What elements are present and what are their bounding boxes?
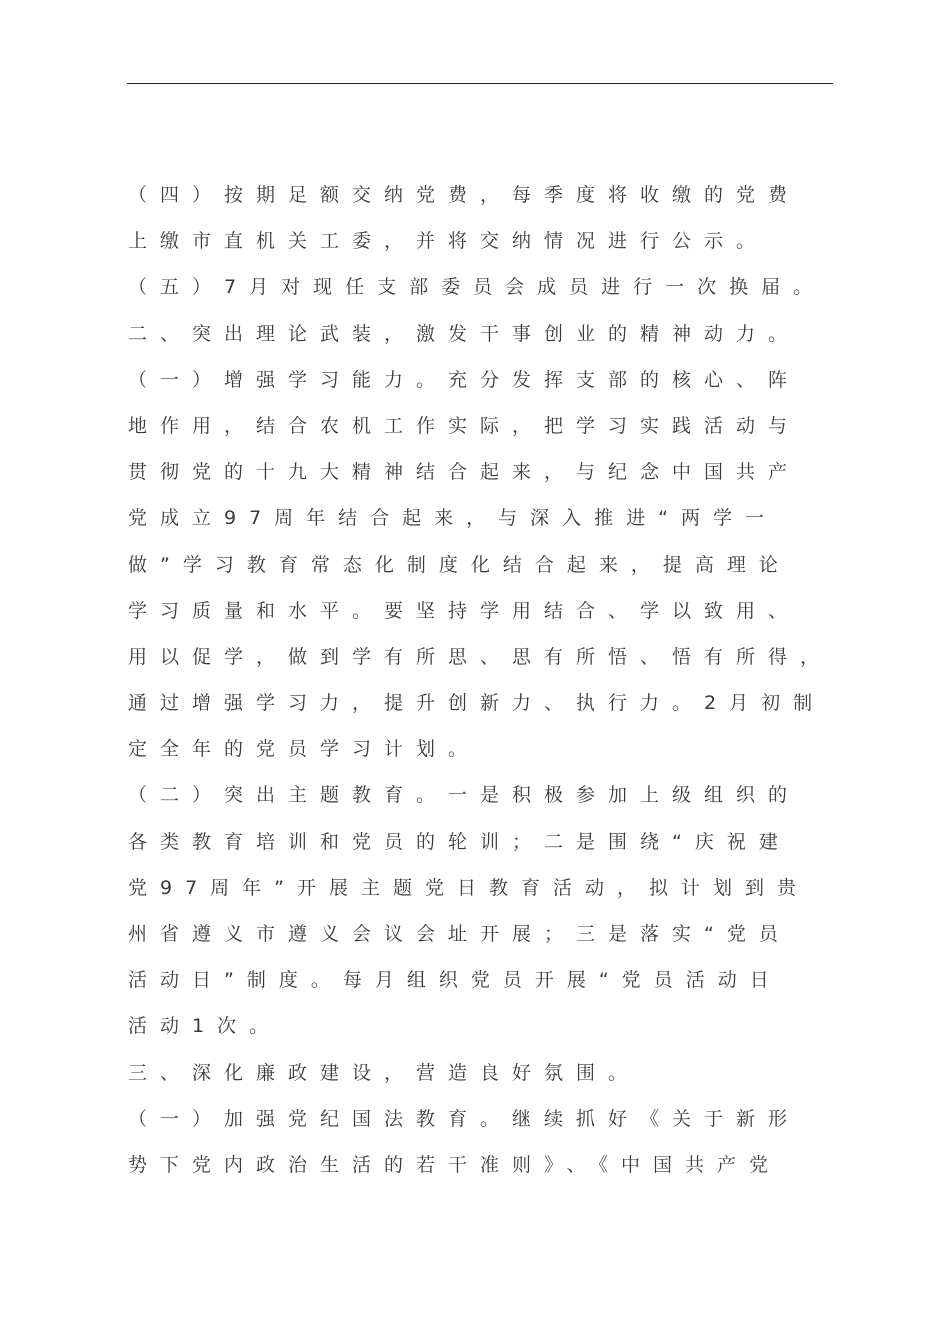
text-line: 党成立97周年结合起来，与深入推进“两学一 — [128, 507, 778, 530]
text-line: （五）7月对现任支部委员会成员进行一次换届。 — [128, 276, 826, 299]
text-line: （四）按期足额交纳党费，每季度将收缴的党费 — [128, 184, 801, 206]
text-line: 上缴市直机关工委，并将交纳情况进行公示。 — [128, 230, 769, 253]
text-line: 学习质量和水平。要坚持学用结合、学以致用、 — [128, 599, 801, 622]
text-line: 活动1次。 — [128, 1015, 282, 1038]
text-line: 州省遵义市遵义会议会址开展；三是落实“党员 — [128, 923, 791, 945]
document-body — [128, 172, 848, 1188]
text-line: 地作用，结合农机工作实际，把学习实践活动与 — [128, 414, 801, 437]
text-line: 势下党内政治生活的若干准则》、《中国共产党 — [128, 1153, 782, 1176]
text-line: 各类教育培训和党员的轮训；二是围绕“庆祝建 — [128, 830, 791, 853]
text-line: 党97周年”开展主题党日教育活动，拟计划到贵 — [128, 876, 810, 899]
text-line: （一）增强学习能力。充分发挥支部的核心、阵 — [128, 368, 801, 391]
text-line: （一）加强党纪国法教育。继续抓好《关于新形 — [128, 1107, 801, 1130]
section-heading: 三、深化廉政建设，营造良好氛围。 — [128, 1061, 641, 1084]
text-line: 活动日”制度。每月组织党员开展“党员活动日 — [128, 969, 782, 992]
header-rule — [127, 83, 833, 84]
text-line: 通过增强学习力，提升创新力、执行力。2月初制 — [128, 692, 826, 715]
text-line: 贯彻党的十九大精神结合起来，与纪念中国共产 — [128, 461, 801, 484]
text-line: （二）突出主题教育。一是积极参加上级组织的 — [128, 784, 801, 807]
text-line: 用以促学，做到学有所思、思有所悟、悟有所得， — [128, 645, 833, 668]
text-line: 定全年的党员学习计划。 — [128, 738, 481, 761]
section-heading: 二、突出理论武装，激发干事创业的精神动力。 — [128, 322, 801, 345]
text-line: 做”学习教育常态化制度化结合起来，提高理论 — [128, 553, 791, 576]
